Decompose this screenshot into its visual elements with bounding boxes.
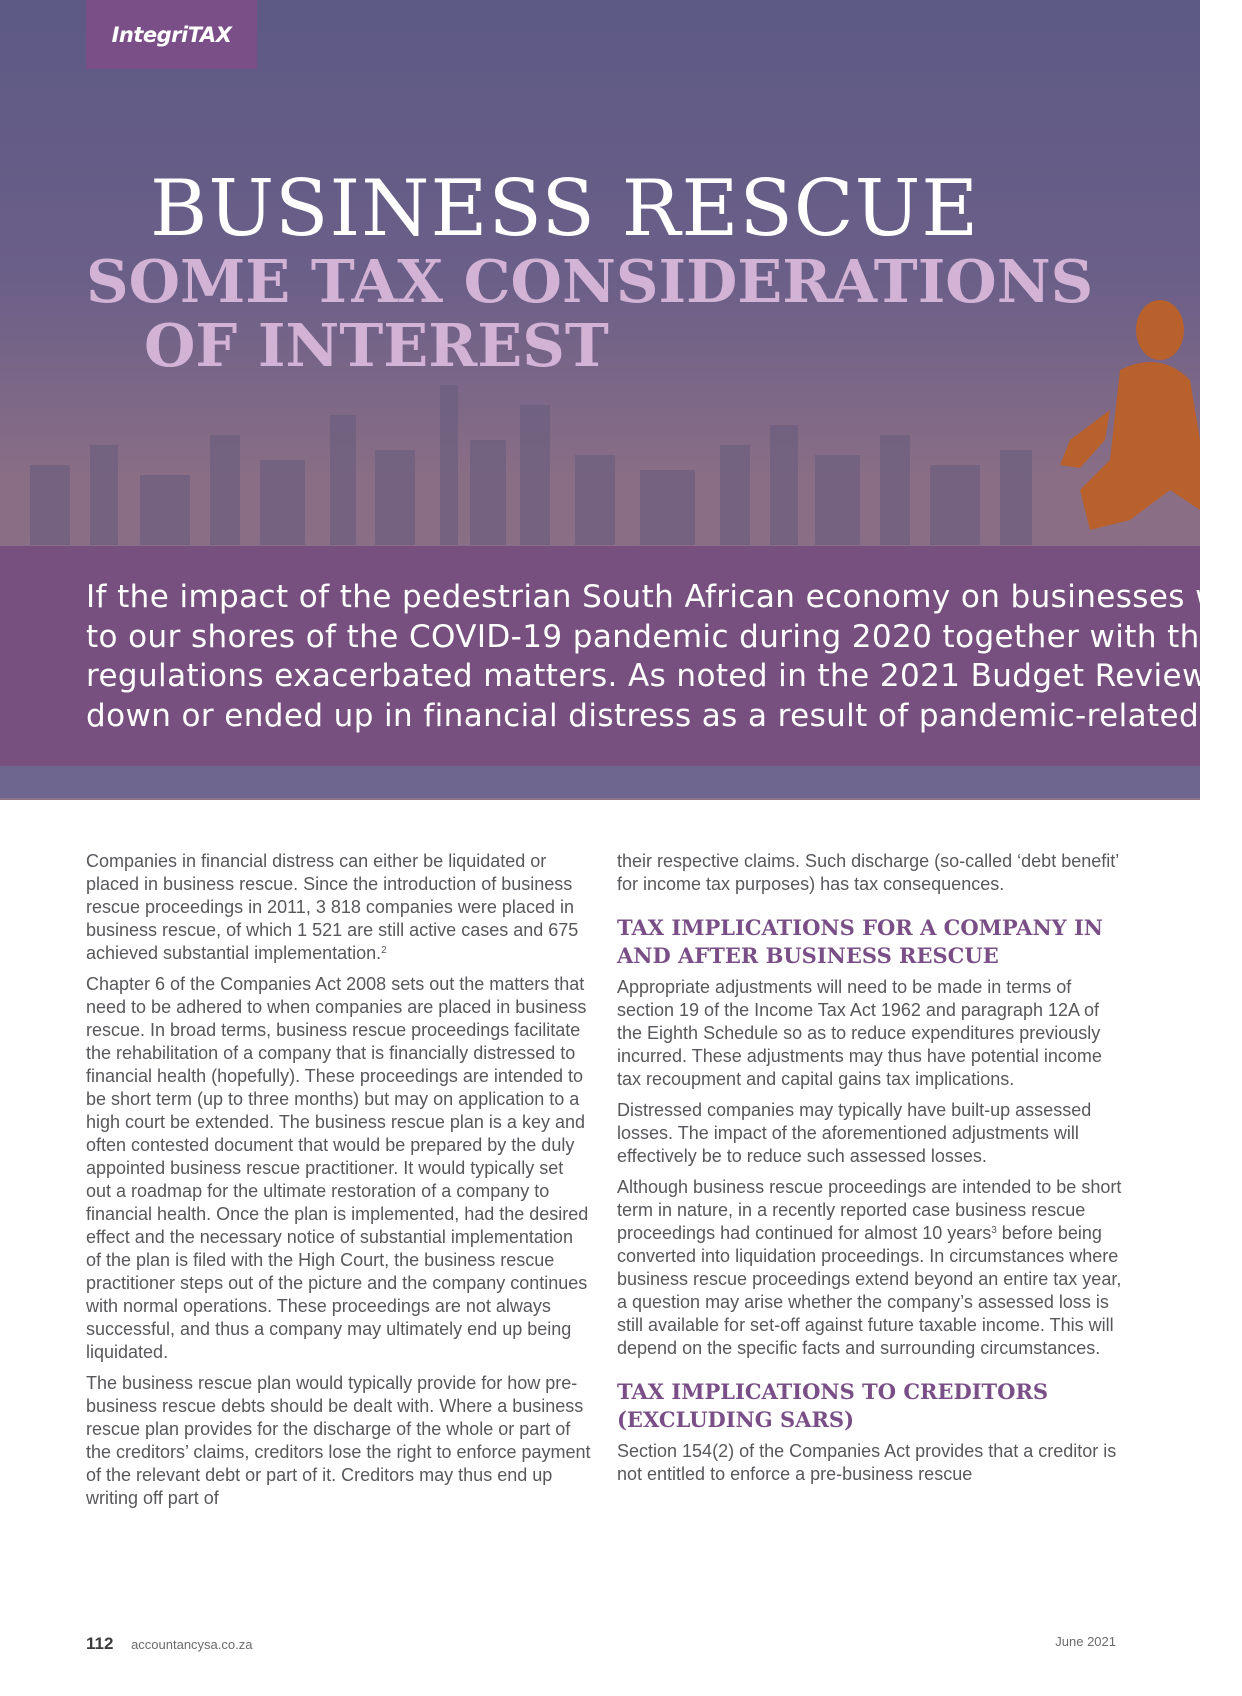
- paragraph: Appropriate adjustments will need to be made in terms of section 19 of the Income Tax Act 1962 and paragraph 12A of the Eighth Schedule so as to reduce expenditures previously incurred. These adjustments may thus have potential income tax recoupment and capital gains tax implications.: [617, 977, 1102, 1089]
- footnote-ref: 1: [1207, 659, 1219, 679]
- page-title: BUSINESS RESCUE: [150, 164, 980, 254]
- paragraph: Distressed companies may typically have built-up assessed losses. The impact of the aforementioned adjustments will effectively be to reduce such assessed losses.: [617, 1100, 1092, 1166]
- footer-website: accountancysa.co.za: [131, 1637, 253, 1652]
- paragraph-text: before being converted into liquidation proceedings. In circumstances where business rescue proceedings extend beyond an entire tax year, a question may arise whether the company’s assessed loss is still available for set-off against future taxable income. This will depend on the specific facts and surrounding circumstances.: [617, 1223, 1122, 1358]
- paragraph: [617, 1176, 1125, 1360]
- intro-line: to our shores of the COVID-19 pandemic during 2020 together with the: [86, 618, 1220, 655]
- brand-logo: [86, 0, 257, 69]
- section-heading: TAX IMPLICATIONS TO CREDITORS (EXCLUDING SARS): [617, 1379, 1049, 1432]
- intro-text: [86, 578, 1242, 736]
- brand-logo-text: IntegriTAX: [111, 22, 232, 47]
- intro-band-strip: [0, 766, 1200, 798]
- footer-date: June 2021: [1055, 1634, 1116, 1649]
- paragraph-text: Companies in financial distress can either be liquidated or placed in business rescue. Since the introduction of business rescue proceedings in 2011, 3 818 companies were placed in business rescue, of which 1 521 are still active cases and 675 achieved substantial implementation.: [86, 851, 579, 963]
- section-heading: TAX IMPLICATIONS FOR A COMPANY IN AND AFTER BUSINESS RESCUE: [617, 915, 1103, 968]
- article-column-left: [86, 850, 591, 1518]
- paragraph-text: Although business rescue proceedings are intended to be short term in nature, in a recently reported case business rescue proceedings had continued for almost 10 years: [617, 1177, 1122, 1243]
- intro-line-text: r: [1218, 658, 1242, 694]
- paragraph: [86, 850, 591, 965]
- page-number: 112: [86, 1634, 114, 1653]
- intro-line: [86, 657, 1242, 697]
- footnote-ref: 3: [991, 1225, 997, 1236]
- intro-line: If the impact of the pedestrian South African economy on businesses w: [86, 579, 1221, 615]
- footer-left: [86, 1634, 252, 1654]
- subtitle-line-1: SOME TAX CONSIDERATIONS: [86, 247, 1094, 316]
- intro-line: down or ended up in financial distress as a result of pandemic-related re: [86, 697, 1242, 734]
- intro-line-text: regulations exacerbated matters. As noted in the 2021 Budget Review: [86, 658, 1208, 694]
- article-column-right: [617, 850, 1125, 1494]
- footnote-ref: 2: [381, 945, 387, 956]
- subtitle-line-2: OF INTEREST: [144, 311, 609, 380]
- paragraph: The business rescue plan would typically provide for how pre-business rescue debts should be dealt with. Where a business rescue plan provides for the discharge of the whole or part of the creditors’ claims, creditors lose the right to enforce payment of the relevant debt or part of it. Creditors may thus end up writing off part of: [86, 1373, 591, 1508]
- paragraph: Chapter 6 of the Companies Act 2008 sets out the matters that need to be adhered to when companies are placed in business rescue. In broad terms, business rescue proceedings facilitate the rehabilitation of a company that is financially distressed to financial health (hopefully). These proceedings are intended to be short term (up to three months) but may on application to a high court be extended. The business rescue plan is a key and often contested document that would be prepared by the duly appointed business rescue practitioner. It would typically set out a roadmap for the ultimate restoration of a company to financial health. Once the plan is implemented, had the desired effect and the necessary notice of substantial implementation of the plan is filed with the High Court, the business rescue practitioner steps out of the picture and the company continues with normal operations. These proceedings are not always successful, and thus a company may ultimately end up being liquidated.: [86, 974, 589, 1362]
- page-subtitle: [86, 247, 1094, 380]
- paragraph: Section 154(2) of the Companies Act provides that a creditor is not entitled to enforce a pre-business rescue: [617, 1441, 1117, 1484]
- paragraph: their respective claims. Such discharge (so-called ‘debt benefit’ for income tax purposes) has tax consequences.: [617, 851, 1119, 894]
